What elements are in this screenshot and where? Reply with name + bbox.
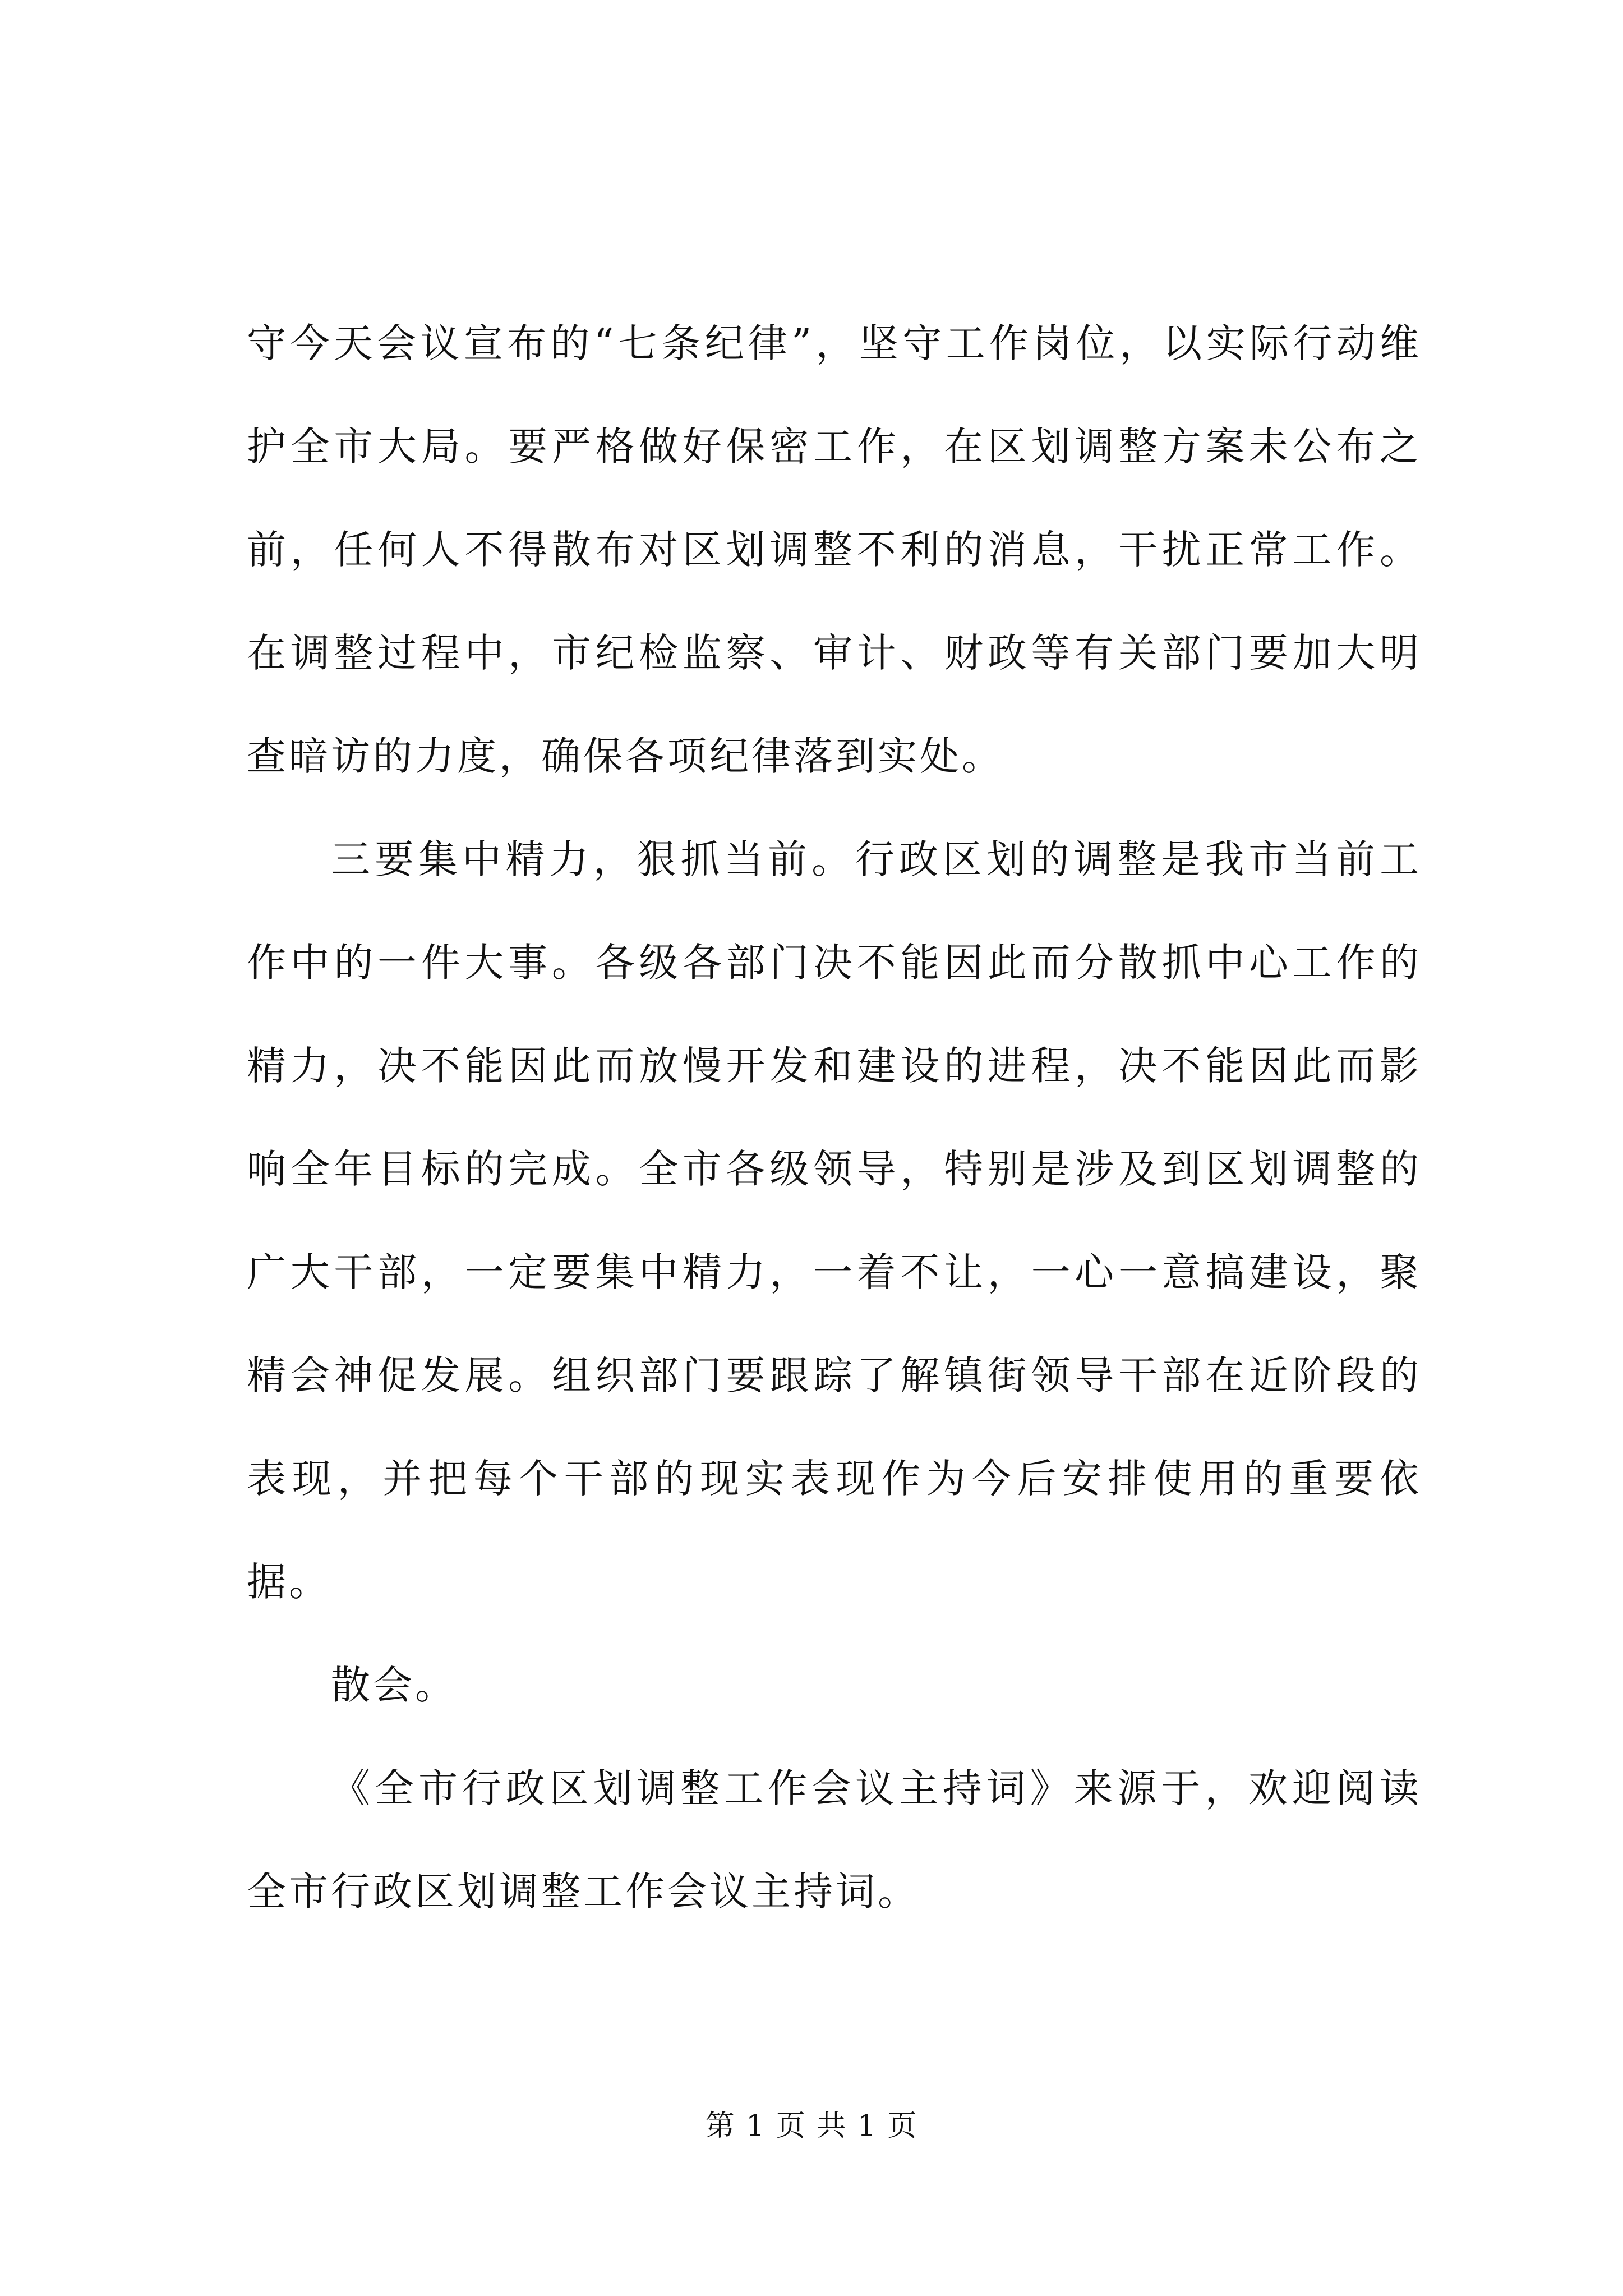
paragraph-source-note: 《全市行政区划调整工作会议主持词》来源于，欢迎阅读全市行政区划调整工作会议主持词。 <box>247 1765 1422 1915</box>
paragraph-continuation: 守今天会议宣布的“七条纪律”，坚守工作岗位，以实际行动维护全市大局。要严格做好保密工作，在区划调整方案未公布之前，任何人不得散布对区划调整不利的消息，干扰正常工作。在调整过程中，市纪检监察、审计、财政等有关部门要加大明查暗访的力度，确保各项纪律落到实处。 <box>247 320 1422 779</box>
paragraph-adjourn: 散会。 <box>331 1662 457 1708</box>
document-body <box>247 292 1422 1943</box>
page-footer: 第 1 页 共 1 页 <box>705 2109 918 2143</box>
paragraph-focus-work: 三要集中精力，狠抓当前。行政区划的调整是我市当前工作中的一件大事。各级各部门决不能因此而分散抓中心工作的精力，决不能因此而放慢开发和建设的进程，决不能因此而影响全年目标的完成。全市各级领导，特别是涉及到区划调整的广大干部，一定要集中精力，一着不让，一心一意搞建设，聚精会神促发展。组织部门要跟踪了解镇街领导干部在近阶段的表现，并把每个干部的现实表现作为今后安排使用的重要依据。 <box>247 836 1422 1605</box>
